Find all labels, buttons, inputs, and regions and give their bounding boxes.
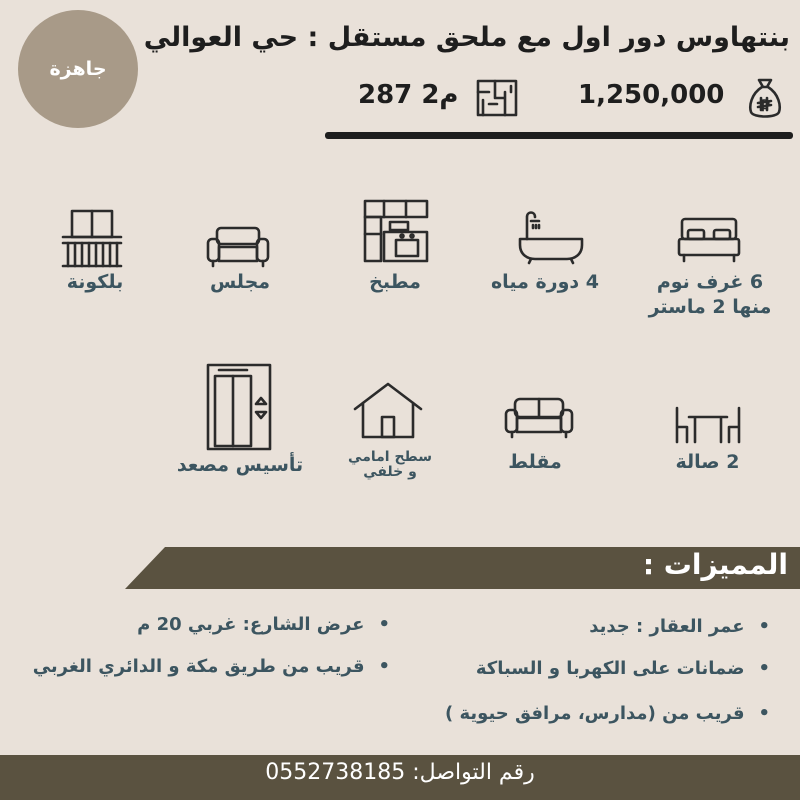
svg-text:⃁: ⃁ (760, 96, 770, 115)
bathtub-icon (517, 205, 585, 265)
feature-item: • قريب من طريق مكة و الدائري الغربي (33, 656, 390, 677)
floor-plan-icon (475, 78, 519, 118)
elevator-icon (205, 362, 273, 452)
sofa-icon (503, 396, 575, 440)
ready-badge: جاهزة (18, 10, 138, 128)
feature-item: • عرض الشارع: غربي 20 م (137, 614, 390, 635)
money-bag-icon (747, 76, 783, 120)
contact-number[interactable]: رقم التواصل: 0552738185 (265, 760, 535, 785)
label-balcony: بلكونة (66, 271, 124, 293)
feature-item: • عمر العقار : جديد (589, 616, 770, 637)
label-bathrooms: 4 دورة مياه (490, 271, 600, 293)
balcony-icon (60, 208, 124, 270)
label-roof: سطح امامي و خلفي (348, 449, 432, 481)
price-value: 1,250,000 (578, 80, 725, 110)
listing-title: بنتهاوس دور اول مع ملحق مستقل : حي العوالي (143, 22, 790, 53)
house-icon (352, 381, 424, 439)
area-value: 287 م2 (358, 80, 459, 110)
feature-item: • ضمانات على الكهربا و السباكة (476, 658, 770, 679)
label-dining: مقلط (508, 451, 562, 473)
header-divider (325, 132, 793, 139)
bed-icon (676, 216, 742, 264)
dining-table-icon (673, 405, 743, 445)
label-living-rooms: 2 صالة (675, 451, 740, 473)
kitchen-icon (362, 198, 430, 264)
label-kitchen: مطبخ (369, 271, 421, 293)
features-title: المميزات : (642, 548, 788, 581)
label-elevator: تأسيس مصعد (176, 454, 304, 476)
armchair-icon (205, 225, 271, 269)
label-bedrooms: 6 غرف نوم منها 2 ماستر (648, 271, 772, 318)
label-majlis: مجلس (209, 271, 271, 293)
feature-item: • قريب من (مدارس، مرافق حيوية ) (445, 703, 770, 724)
